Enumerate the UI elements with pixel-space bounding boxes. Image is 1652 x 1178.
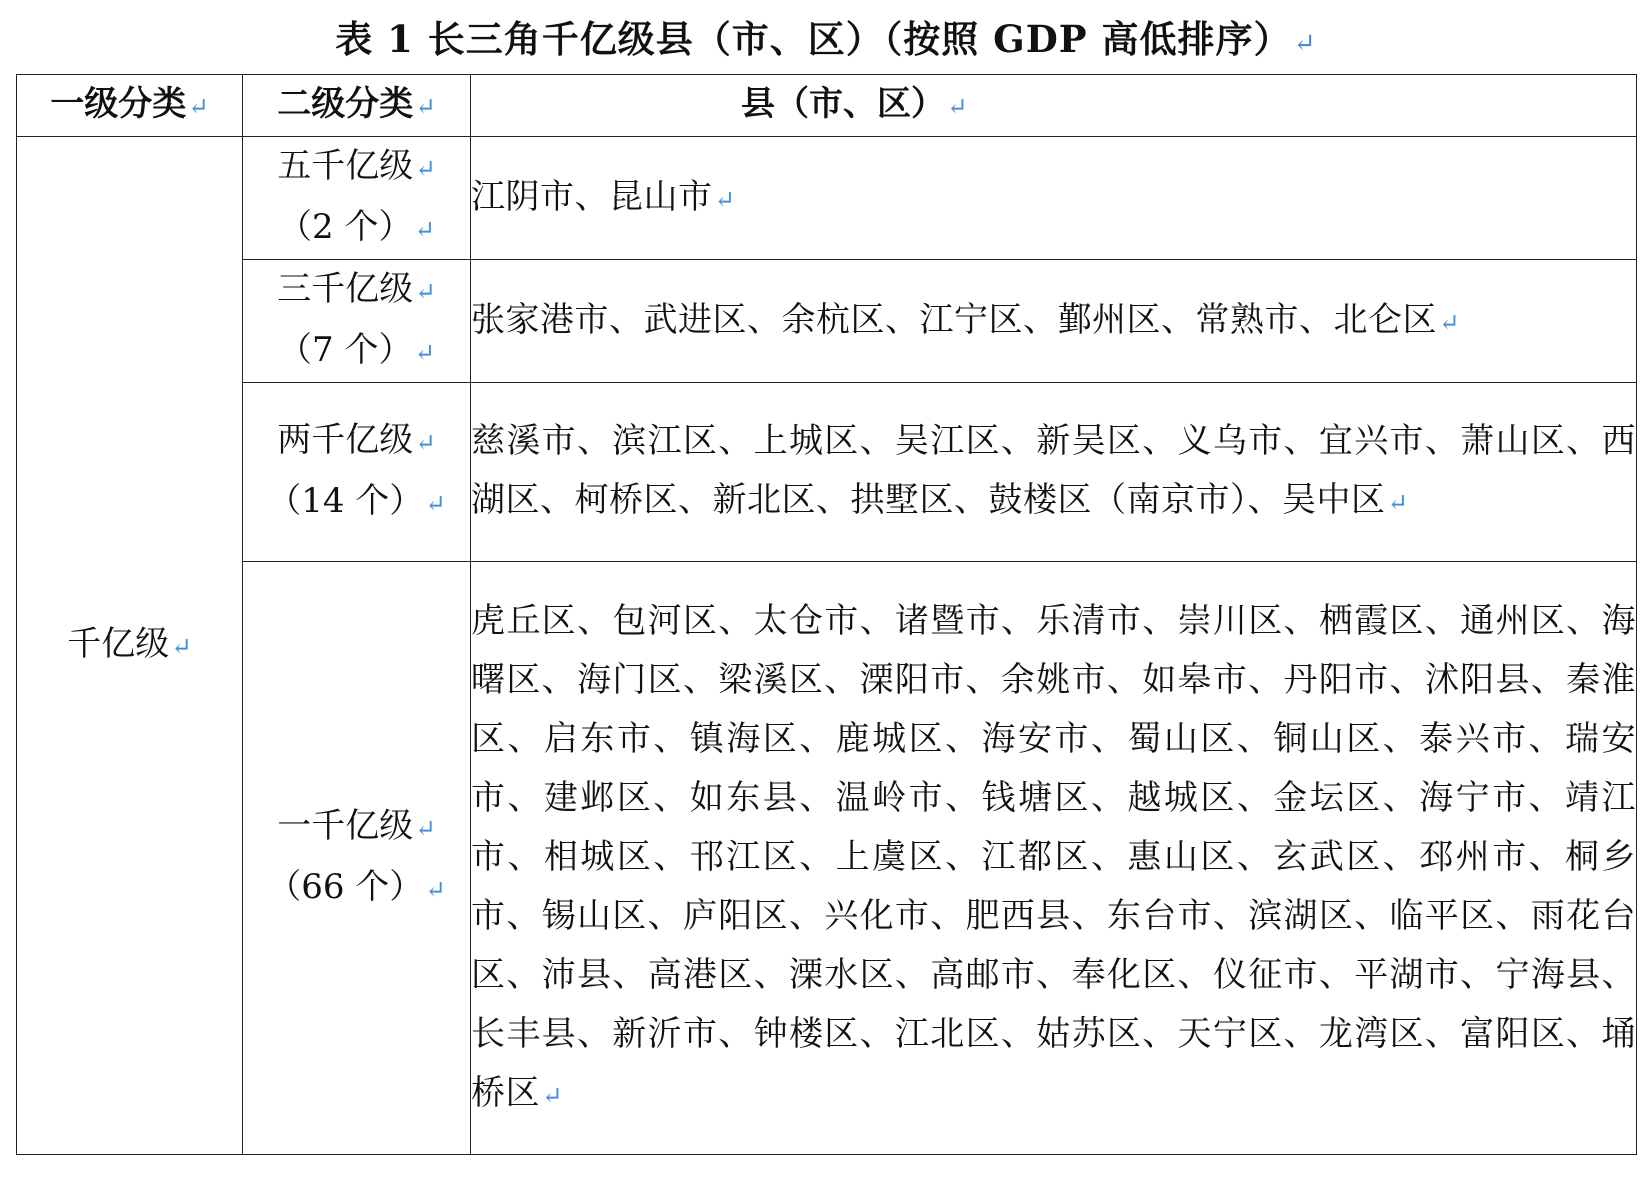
- paragraph-mark-icon: ↵: [415, 814, 436, 843]
- paragraph-mark-icon: ↵: [415, 154, 436, 183]
- paragraph-mark-icon: ↵: [414, 215, 435, 244]
- paragraph-mark-icon: ↵: [414, 338, 435, 367]
- tier-regions-cell: 张家港市、武进区、余杭区、江宁区、鄞州区、常熟市、北仑区↵: [471, 260, 1637, 383]
- paragraph-mark-icon: ↵: [542, 1080, 564, 1110]
- tier-label-cell: 三千亿级↵ （7 个）↵: [243, 260, 471, 383]
- paragraph-mark-icon: ↵: [171, 632, 192, 661]
- paragraph-mark-icon: ↵: [1439, 307, 1461, 337]
- header-counties: 县（市、区）↵: [471, 75, 1637, 137]
- table-row: [17, 260, 1637, 383]
- tier-regions-cell: 慈溪市、滨江区、上城区、吴江区、新吴区、义乌市、宜兴市、萧山区、西湖区、柯桥区、新北区、拱墅区、鼓楼区（南京市）、吴中区↵: [471, 383, 1637, 562]
- gdp-county-table: [16, 74, 1637, 1155]
- tier-regions-cell: 江阴市、昆山市↵: [471, 137, 1637, 260]
- paragraph-mark-icon: ↵: [415, 277, 436, 306]
- paragraph-mark-icon: ↵: [188, 92, 209, 121]
- tier-label-cell: 五千亿级↵ （2 个）↵: [243, 137, 471, 260]
- table-row: [17, 137, 1637, 260]
- level1-category-cell: 千亿级↵: [17, 137, 243, 1155]
- paragraph-mark-icon: ↵: [425, 489, 446, 518]
- paragraph-mark-icon: ↵: [415, 428, 436, 457]
- paragraph-mark-icon: ↵: [1387, 488, 1409, 517]
- header-level1-category: 一级分类↵: [17, 75, 243, 137]
- paragraph-mark-icon: ↵: [415, 92, 436, 121]
- table-row: [17, 562, 1637, 1155]
- paragraph-mark-icon: ↵: [947, 92, 968, 121]
- tier-label-cell: 一千亿级↵ （66 个）↵: [243, 562, 471, 1155]
- table-row: [17, 383, 1637, 562]
- paragraph-mark-icon: ↵: [1293, 28, 1317, 59]
- tier-label-cell: 两千亿级↵ （14 个）↵: [243, 383, 471, 562]
- paragraph-mark-icon: ↵: [425, 875, 446, 904]
- table-caption: 表 1 长三角千亿级县（市、区）（按照 GDP 高低排序）↵: [335, 17, 1317, 61]
- table-header-row: [17, 75, 1637, 137]
- paragraph-mark-icon: ↵: [714, 184, 736, 214]
- tier-regions-cell: 虎丘区、包河区、太仓市、诸暨市、乐清市、崇川区、栖霞区、通州区、海曙区、海门区、梁溪区、溧阳市、余姚市、如皋市、丹阳市、沭阳县、秦淮区、启东市、镇海区、鹿城区、海安市、蜀山区、铜山区、泰兴市、瑞安市、建邺区、如东县、温岭市、钱塘区、越城区、金坛区、海宁市、靖江市、相城区、邗江区、上虞区、江都区、惠山区、玄武区、邳州市、桐乡市、锡山区、庐阳区、兴化市、肥西县、东台市、滨湖区、临平区、雨花台区、沛县、高港区、溧水区、高邮市、奉化区、仪征市、平湖市、宁海县、长丰县、新沂市、钟楼区、江北区、姑苏区、天宁区、龙湾区、富阳区、埇桥区↵: [471, 562, 1637, 1155]
- header-level2-category: 二级分类↵: [243, 75, 471, 137]
